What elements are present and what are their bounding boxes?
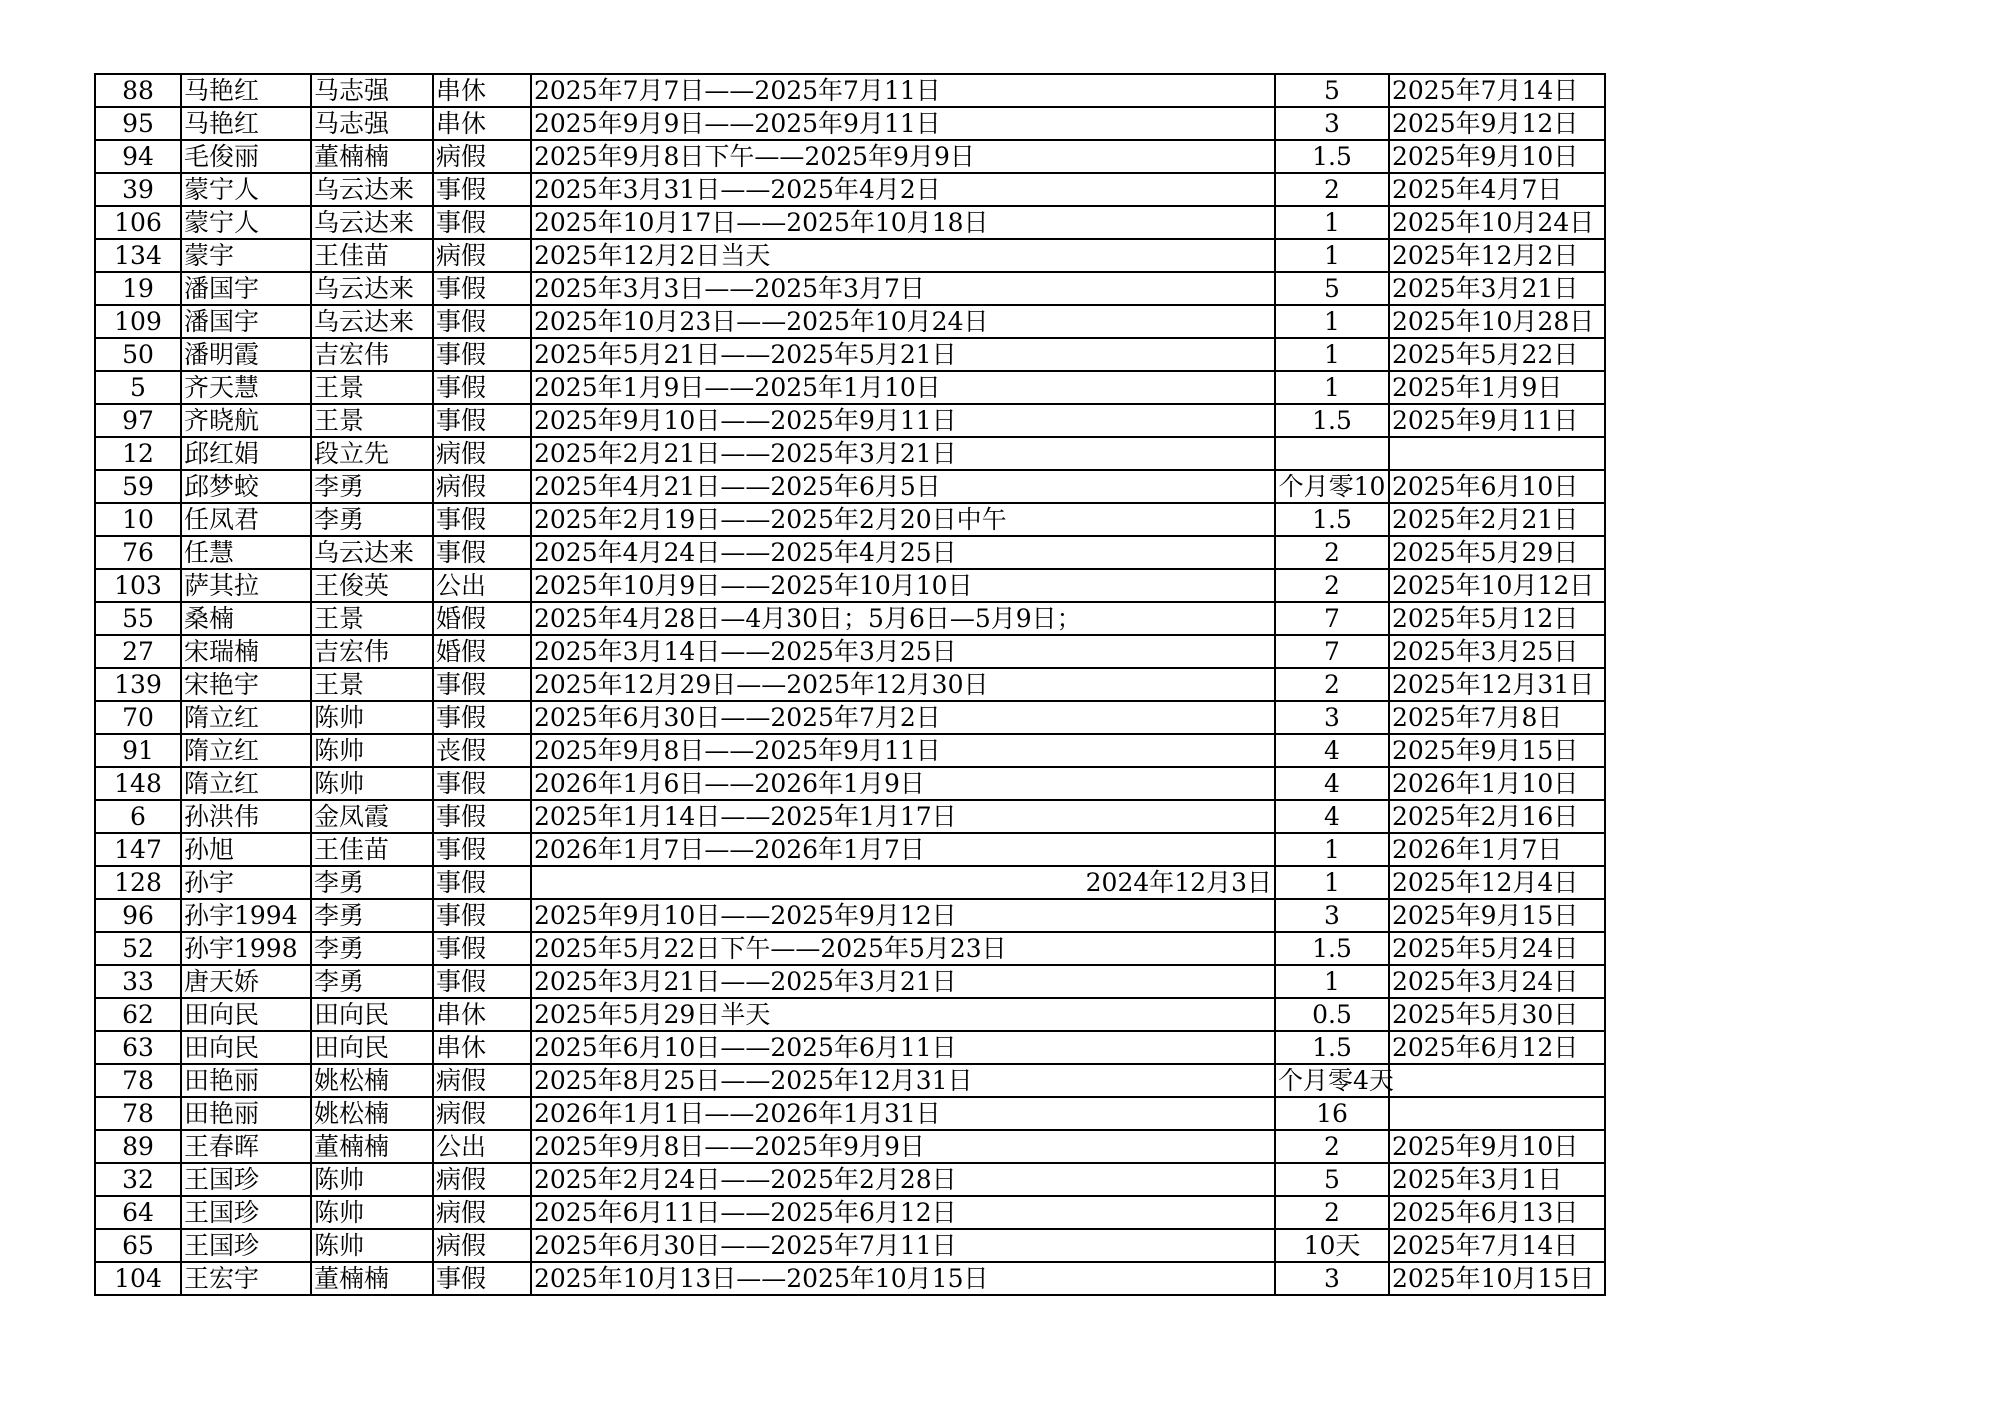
cell-return-date[interactable]: 2025年9月15日 [1389, 899, 1605, 932]
cell-approver[interactable]: 乌云达来 [311, 206, 433, 239]
cell-leave-days[interactable]: 个月零10 [1275, 470, 1389, 503]
cell-approver[interactable]: 金凤霞 [311, 800, 433, 833]
table-row [95, 470, 1605, 503]
cell-employee-name[interactable]: 潘国宇 [181, 305, 311, 338]
cell-return-date[interactable]: 2025年3月21日 [1389, 272, 1605, 305]
cell-leave-type[interactable]: 事假 [433, 404, 531, 437]
cell-leave-type[interactable]: 公出 [433, 1130, 531, 1163]
cell-leave-period[interactable]: 2025年6月10日——2025年6月11日 [531, 1031, 1275, 1064]
cell-leave-days[interactable]: 10天 [1275, 1229, 1389, 1262]
cell-leave-type[interactable]: 事假 [433, 272, 531, 305]
cell-return-date[interactable]: 2025年3月1日 [1389, 1163, 1605, 1196]
cell-leave-type[interactable]: 事假 [433, 173, 531, 206]
cell-return-date[interactable]: 2025年5月12日 [1389, 602, 1605, 635]
table-row [95, 1163, 1605, 1196]
cell-leave-period[interactable]: 2025年6月11日——2025年6月12日 [531, 1196, 1275, 1229]
cell-record-id[interactable]: 103 [95, 569, 181, 602]
cell-leave-period[interactable]: 2025年5月21日——2025年5月21日 [531, 338, 1275, 371]
cell-record-id[interactable]: 19 [95, 272, 181, 305]
cell-return-date[interactable]: 2025年9月15日 [1389, 734, 1605, 767]
cell-return-date[interactable]: 2026年1月10日 [1389, 767, 1605, 800]
cell-leave-days[interactable]: 0.5 [1275, 998, 1389, 1031]
cell-leave-days[interactable]: 1 [1275, 206, 1389, 239]
table-row [95, 239, 1605, 272]
cell-leave-period[interactable]: 2025年9月8日——2025年9月9日 [531, 1130, 1275, 1163]
table-row [95, 734, 1605, 767]
cell-record-id[interactable]: 106 [95, 206, 181, 239]
cell-return-date[interactable]: 2025年12月2日 [1389, 239, 1605, 272]
cell-return-date[interactable]: 2025年5月24日 [1389, 932, 1605, 965]
cell-return-date[interactable]: 2025年12月31日 [1389, 668, 1605, 701]
cell-approver[interactable]: 段立先 [311, 437, 433, 470]
cell-leave-days[interactable]: 1 [1275, 965, 1389, 998]
cell-leave-type[interactable]: 事假 [433, 503, 531, 536]
cell-leave-period[interactable]: 2025年2月19日——2025年2月20日中午 [531, 503, 1275, 536]
cell-employee-name[interactable]: 邱梦蛟 [181, 470, 311, 503]
cell-record-id[interactable]: 50 [95, 338, 181, 371]
cell-employee-name[interactable]: 蒙宁人 [181, 206, 311, 239]
cell-return-date[interactable]: 2025年6月10日 [1389, 470, 1605, 503]
cell-approver[interactable]: 马志强 [311, 74, 433, 107]
cell-leave-days[interactable]: 3 [1275, 1262, 1389, 1295]
cell-employee-name[interactable]: 隋立红 [181, 767, 311, 800]
cell-leave-days[interactable]: 5 [1275, 272, 1389, 305]
cell-record-id[interactable]: 55 [95, 602, 181, 635]
table-row [95, 206, 1605, 239]
cell-approver[interactable]: 李勇 [311, 899, 433, 932]
cell-leave-days[interactable]: 个月零4天 [1275, 1064, 1389, 1097]
cell-employee-name[interactable]: 田艳丽 [181, 1097, 311, 1130]
cell-record-id[interactable]: 76 [95, 536, 181, 569]
cell-employee-name[interactable]: 孙宇1994 [181, 899, 311, 932]
cell-record-id[interactable]: 39 [95, 173, 181, 206]
cell-leave-days[interactable]: 4 [1275, 767, 1389, 800]
cell-employee-name[interactable]: 王国珍 [181, 1196, 311, 1229]
cell-leave-days[interactable]: 2 [1275, 1130, 1389, 1163]
cell-record-id[interactable]: 148 [95, 767, 181, 800]
cell-leave-type[interactable]: 公出 [433, 569, 531, 602]
cell-leave-period[interactable]: 2025年3月14日——2025年3月25日 [531, 635, 1275, 668]
cell-record-id[interactable]: 63 [95, 1031, 181, 1064]
table-row [95, 404, 1605, 437]
cell-employee-name[interactable]: 孙洪伟 [181, 800, 311, 833]
table-row [95, 1031, 1605, 1064]
cell-approver[interactable]: 吉宏伟 [311, 338, 433, 371]
cell-approver[interactable]: 李勇 [311, 503, 433, 536]
cell-approver[interactable]: 王佳苗 [311, 239, 433, 272]
cell-leave-type[interactable]: 事假 [433, 932, 531, 965]
cell-leave-type[interactable]: 事假 [433, 206, 531, 239]
cell-leave-period[interactable]: 2025年7月7日——2025年7月11日 [531, 74, 1275, 107]
cell-approver[interactable]: 田向民 [311, 998, 433, 1031]
cell-approver[interactable]: 陈帅 [311, 701, 433, 734]
cell-employee-name[interactable]: 宋艳宇 [181, 668, 311, 701]
cell-leave-days[interactable]: 1 [1275, 866, 1389, 899]
table-row [95, 305, 1605, 338]
cell-leave-days[interactable]: 3 [1275, 701, 1389, 734]
cell-leave-days[interactable]: 3 [1275, 899, 1389, 932]
cell-leave-type[interactable]: 婚假 [433, 635, 531, 668]
cell-employee-name[interactable]: 隋立红 [181, 701, 311, 734]
cell-return-date[interactable] [1389, 1064, 1605, 1097]
cell-employee-name[interactable]: 王国珍 [181, 1163, 311, 1196]
cell-return-date[interactable]: 2025年5月22日 [1389, 338, 1605, 371]
table-row [95, 1130, 1605, 1163]
cell-leave-days[interactable]: 1.5 [1275, 140, 1389, 173]
cell-record-id[interactable]: 88 [95, 74, 181, 107]
cell-leave-type[interactable]: 病假 [433, 437, 531, 470]
cell-return-date[interactable]: 2025年5月29日 [1389, 536, 1605, 569]
cell-leave-period[interactable]: 2025年8月25日——2025年12月31日 [531, 1064, 1275, 1097]
cell-record-id[interactable]: 134 [95, 239, 181, 272]
cell-employee-name[interactable]: 王国珍 [181, 1229, 311, 1262]
table-row [95, 569, 1605, 602]
cell-leave-days[interactable]: 2 [1275, 536, 1389, 569]
cell-record-id[interactable]: 95 [95, 107, 181, 140]
cell-return-date[interactable]: 2025年10月28日 [1389, 305, 1605, 338]
table-row [95, 1097, 1605, 1130]
cell-record-id[interactable]: 78 [95, 1064, 181, 1097]
cell-employee-name[interactable]: 任凤君 [181, 503, 311, 536]
cell-leave-period[interactable]: 2025年6月30日——2025年7月2日 [531, 701, 1275, 734]
table-row [95, 899, 1605, 932]
cell-leave-days[interactable]: 1.5 [1275, 503, 1389, 536]
cell-employee-name[interactable]: 孙宇1998 [181, 932, 311, 965]
cell-leave-period[interactable]: 2025年1月9日——2025年1月10日 [531, 371, 1275, 404]
cell-leave-period[interactable]: 2025年9月9日——2025年9月11日 [531, 107, 1275, 140]
cell-leave-days[interactable]: 4 [1275, 800, 1389, 833]
cell-return-date[interactable]: 2025年12月4日 [1389, 866, 1605, 899]
cell-return-date[interactable]: 2025年7月14日 [1389, 1229, 1605, 1262]
cell-leave-period[interactable]: 2025年10月23日——2025年10月24日 [531, 305, 1275, 338]
cell-leave-days[interactable]: 1 [1275, 305, 1389, 338]
cell-leave-period[interactable]: 2025年5月22日下午——2025年5月23日 [531, 932, 1275, 965]
cell-return-date[interactable]: 2025年2月21日 [1389, 503, 1605, 536]
table-row [95, 998, 1605, 1031]
table-row [95, 371, 1605, 404]
cell-record-id[interactable]: 33 [95, 965, 181, 998]
cell-leave-period[interactable]: 2024年12月3日 [531, 866, 1275, 899]
cell-return-date[interactable]: 2025年10月15日 [1389, 1262, 1605, 1295]
cell-leave-period[interactable]: 2025年10月13日——2025年10月15日 [531, 1262, 1275, 1295]
cell-leave-days[interactable]: 1 [1275, 371, 1389, 404]
cell-employee-name[interactable]: 蒙宁人 [181, 173, 311, 206]
cell-record-id[interactable]: 139 [95, 668, 181, 701]
cell-approver[interactable]: 王景 [311, 668, 433, 701]
cell-leave-period[interactable]: 2025年9月10日——2025年9月11日 [531, 404, 1275, 437]
leave-records-table [94, 73, 1606, 1296]
cell-leave-days[interactable]: 5 [1275, 74, 1389, 107]
cell-employee-name[interactable]: 田向民 [181, 1031, 311, 1064]
cell-employee-name[interactable]: 邱红娟 [181, 437, 311, 470]
cell-leave-type[interactable]: 病假 [433, 1229, 531, 1262]
table-row [95, 800, 1605, 833]
cell-leave-days[interactable]: 7 [1275, 635, 1389, 668]
cell-leave-period[interactable]: 2025年2月24日——2025年2月28日 [531, 1163, 1275, 1196]
cell-leave-type[interactable]: 事假 [433, 899, 531, 932]
table-row [95, 635, 1605, 668]
cell-leave-days[interactable]: 2 [1275, 569, 1389, 602]
table-row [95, 602, 1605, 635]
cell-return-date[interactable]: 2025年3月25日 [1389, 635, 1605, 668]
table-row [95, 1229, 1605, 1262]
cell-leave-type[interactable]: 串休 [433, 1031, 531, 1064]
cell-approver[interactable]: 王佳苗 [311, 833, 433, 866]
cell-employee-name[interactable]: 桑楠 [181, 602, 311, 635]
cell-record-id[interactable]: 78 [95, 1097, 181, 1130]
cell-approver[interactable]: 乌云达来 [311, 305, 433, 338]
cell-leave-type[interactable]: 事假 [433, 866, 531, 899]
cell-employee-name[interactable]: 蒙宇 [181, 239, 311, 272]
cell-return-date[interactable]: 2025年9月11日 [1389, 404, 1605, 437]
table-row [95, 767, 1605, 800]
table-row [95, 173, 1605, 206]
cell-employee-name[interactable]: 毛俊丽 [181, 140, 311, 173]
cell-approver[interactable]: 李勇 [311, 470, 433, 503]
cell-return-date[interactable]: 2025年9月10日 [1389, 140, 1605, 173]
cell-leave-days[interactable]: 16 [1275, 1097, 1389, 1130]
cell-leave-type[interactable]: 事假 [433, 767, 531, 800]
cell-leave-days[interactable]: 4 [1275, 734, 1389, 767]
table-row [95, 1064, 1605, 1097]
cell-leave-type[interactable]: 串休 [433, 107, 531, 140]
cell-leave-period[interactable]: 2025年4月24日——2025年4月25日 [531, 536, 1275, 569]
cell-record-id[interactable]: 97 [95, 404, 181, 437]
cell-leave-type[interactable]: 丧假 [433, 734, 531, 767]
cell-leave-period[interactable]: 2025年2月21日——2025年3月21日 [531, 437, 1275, 470]
cell-return-date[interactable]: 2025年5月30日 [1389, 998, 1605, 1031]
cell-record-id[interactable]: 70 [95, 701, 181, 734]
cell-leave-type[interactable]: 事假 [433, 305, 531, 338]
cell-leave-days[interactable]: 1.5 [1275, 932, 1389, 965]
table-row [95, 503, 1605, 536]
cell-employee-name[interactable]: 马艳红 [181, 74, 311, 107]
cell-employee-name[interactable]: 隋立红 [181, 734, 311, 767]
cell-return-date[interactable]: 2025年1月9日 [1389, 371, 1605, 404]
cell-leave-type[interactable]: 婚假 [433, 602, 531, 635]
cell-employee-name[interactable]: 王春晖 [181, 1130, 311, 1163]
cell-leave-days[interactable]: 1.5 [1275, 404, 1389, 437]
cell-leave-period[interactable]: 2026年1月7日——2026年1月7日 [531, 833, 1275, 866]
table-row [95, 272, 1605, 305]
cell-return-date[interactable]: 2025年9月12日 [1389, 107, 1605, 140]
cell-approver[interactable]: 王景 [311, 404, 433, 437]
cell-record-id[interactable]: 94 [95, 140, 181, 173]
cell-employee-name[interactable]: 齐天慧 [181, 371, 311, 404]
cell-record-id[interactable]: 128 [95, 866, 181, 899]
cell-leave-type[interactable]: 事假 [433, 668, 531, 701]
cell-leave-type[interactable]: 病假 [433, 1196, 531, 1229]
cell-leave-period[interactable]: 2025年3月31日——2025年4月2日 [531, 173, 1275, 206]
cell-employee-name[interactable]: 孙旭 [181, 833, 311, 866]
cell-leave-type[interactable]: 事假 [433, 965, 531, 998]
cell-return-date[interactable]: 2025年7月14日 [1389, 74, 1605, 107]
cell-leave-period[interactable]: 2025年3月3日——2025年3月7日 [531, 272, 1275, 305]
cell-return-date[interactable]: 2025年4月7日 [1389, 173, 1605, 206]
cell-approver[interactable]: 陈帅 [311, 1163, 433, 1196]
cell-employee-name[interactable]: 潘国宇 [181, 272, 311, 305]
cell-return-date[interactable]: 2025年6月13日 [1389, 1196, 1605, 1229]
cell-leave-type[interactable]: 事假 [433, 833, 531, 866]
cell-approver[interactable]: 李勇 [311, 866, 433, 899]
cell-leave-days[interactable]: 1.5 [1275, 1031, 1389, 1064]
cell-leave-days[interactable]: 2 [1275, 173, 1389, 206]
cell-leave-period[interactable]: 2025年4月28日—4月30日；5月6日—5月9日； [531, 602, 1275, 635]
cell-leave-type[interactable]: 串休 [433, 998, 531, 1031]
cell-leave-type[interactable]: 事假 [433, 1262, 531, 1295]
cell-return-date[interactable]: 2026年1月7日 [1389, 833, 1605, 866]
table-row [95, 107, 1605, 140]
cell-return-date[interactable]: 2025年10月24日 [1389, 206, 1605, 239]
cell-record-id[interactable]: 147 [95, 833, 181, 866]
cell-approver[interactable]: 董楠楠 [311, 1262, 433, 1295]
cell-leave-type[interactable]: 串休 [433, 74, 531, 107]
cell-record-id[interactable]: 10 [95, 503, 181, 536]
table-row [95, 668, 1605, 701]
cell-leave-period[interactable]: 2025年12月2日当天 [531, 239, 1275, 272]
cell-employee-name[interactable]: 唐天娇 [181, 965, 311, 998]
cell-record-id[interactable]: 12 [95, 437, 181, 470]
cell-record-id[interactable]: 109 [95, 305, 181, 338]
cell-return-date[interactable] [1389, 437, 1605, 470]
cell-leave-type[interactable]: 事假 [433, 800, 531, 833]
cell-leave-period[interactable]: 2025年10月17日——2025年10月18日 [531, 206, 1275, 239]
cell-return-date[interactable]: 2025年6月12日 [1389, 1031, 1605, 1064]
cell-employee-name[interactable]: 王宏宇 [181, 1262, 311, 1295]
table-body [95, 74, 1605, 1295]
table-row [95, 833, 1605, 866]
cell-return-date[interactable]: 2025年3月24日 [1389, 965, 1605, 998]
cell-leave-period[interactable]: 2025年10月9日——2025年10月10日 [531, 569, 1275, 602]
table-row [95, 932, 1605, 965]
cell-approver[interactable]: 王景 [311, 371, 433, 404]
cell-leave-type[interactable]: 事假 [433, 701, 531, 734]
table-row [95, 536, 1605, 569]
cell-approver[interactable]: 陈帅 [311, 1196, 433, 1229]
cell-record-id[interactable]: 62 [95, 998, 181, 1031]
cell-approver[interactable]: 陈帅 [311, 734, 433, 767]
cell-approver[interactable]: 董楠楠 [311, 140, 433, 173]
cell-approver[interactable]: 田向民 [311, 1031, 433, 1064]
cell-leave-type[interactable]: 病假 [433, 1097, 531, 1130]
cell-employee-name[interactable]: 孙宇 [181, 866, 311, 899]
cell-leave-type[interactable]: 事假 [433, 338, 531, 371]
cell-approver[interactable]: 乌云达来 [311, 173, 433, 206]
cell-approver[interactable]: 陈帅 [311, 767, 433, 800]
cell-leave-period[interactable]: 2025年3月21日——2025年3月21日 [531, 965, 1275, 998]
cell-leave-days[interactable]: 2 [1275, 1196, 1389, 1229]
cell-return-date[interactable]: 2025年10月12日 [1389, 569, 1605, 602]
cell-employee-name[interactable]: 马艳红 [181, 107, 311, 140]
cell-leave-days[interactable]: 1 [1275, 338, 1389, 371]
cell-record-id[interactable]: 52 [95, 932, 181, 965]
cell-approver[interactable]: 董楠楠 [311, 1130, 433, 1163]
cell-leave-type[interactable]: 事假 [433, 371, 531, 404]
cell-employee-name[interactable]: 萨其拉 [181, 569, 311, 602]
cell-leave-days[interactable]: 2 [1275, 668, 1389, 701]
cell-leave-period[interactable]: 2025年4月21日——2025年6月5日 [531, 470, 1275, 503]
cell-leave-period[interactable]: 2025年1月14日——2025年1月17日 [531, 800, 1275, 833]
cell-employee-name[interactable]: 潘明霞 [181, 338, 311, 371]
cell-approver[interactable]: 姚松楠 [311, 1097, 433, 1130]
table-row [95, 140, 1605, 173]
cell-approver[interactable]: 马志强 [311, 107, 433, 140]
cell-return-date[interactable] [1389, 1097, 1605, 1130]
cell-leave-days[interactable]: 7 [1275, 602, 1389, 635]
cell-approver[interactable]: 乌云达来 [311, 536, 433, 569]
cell-approver[interactable]: 乌云达来 [311, 272, 433, 305]
cell-record-id[interactable]: 59 [95, 470, 181, 503]
cell-approver[interactable]: 王俊英 [311, 569, 433, 602]
cell-leave-type[interactable]: 病假 [433, 140, 531, 173]
cell-return-date[interactable]: 2025年7月8日 [1389, 701, 1605, 734]
cell-leave-days[interactable]: 5 [1275, 1163, 1389, 1196]
cell-employee-name[interactable]: 齐晓航 [181, 404, 311, 437]
cell-record-id[interactable]: 5 [95, 371, 181, 404]
cell-employee-name[interactable]: 田向民 [181, 998, 311, 1031]
cell-approver[interactable]: 吉宏伟 [311, 635, 433, 668]
cell-record-id[interactable]: 65 [95, 1229, 181, 1262]
cell-leave-period[interactable]: 2026年1月6日——2026年1月9日 [531, 767, 1275, 800]
cell-employee-name[interactable]: 田艳丽 [181, 1064, 311, 1097]
table-row [95, 338, 1605, 371]
cell-approver[interactable]: 姚松楠 [311, 1064, 433, 1097]
table-row [95, 74, 1605, 107]
cell-leave-days[interactable]: 3 [1275, 107, 1389, 140]
cell-approver[interactable]: 李勇 [311, 965, 433, 998]
cell-leave-type[interactable]: 病假 [433, 239, 531, 272]
cell-record-id[interactable]: 64 [95, 1196, 181, 1229]
cell-return-date[interactable]: 2025年9月10日 [1389, 1130, 1605, 1163]
cell-record-id[interactable]: 104 [95, 1262, 181, 1295]
cell-record-id[interactable]: 91 [95, 734, 181, 767]
table-row [95, 437, 1605, 470]
cell-leave-type[interactable]: 病假 [433, 1064, 531, 1097]
cell-leave-days[interactable]: 1 [1275, 239, 1389, 272]
cell-leave-period[interactable]: 2025年9月10日——2025年9月12日 [531, 899, 1275, 932]
cell-leave-type[interactable]: 事假 [433, 536, 531, 569]
table-row [95, 1262, 1605, 1295]
cell-leave-days[interactable] [1275, 437, 1389, 470]
table-row [95, 866, 1605, 899]
cell-return-date[interactable]: 2025年2月16日 [1389, 800, 1605, 833]
table-row [95, 965, 1605, 998]
cell-leave-period[interactable]: 2025年5月29日半天 [531, 998, 1275, 1031]
cell-leave-period[interactable]: 2026年1月1日——2026年1月31日 [531, 1097, 1275, 1130]
cell-leave-period[interactable]: 2025年6月30日——2025年7月11日 [531, 1229, 1275, 1262]
cell-leave-period[interactable]: 2025年9月8日——2025年9月11日 [531, 734, 1275, 767]
cell-leave-days[interactable]: 1 [1275, 833, 1389, 866]
table-row [95, 1196, 1605, 1229]
cell-employee-name[interactable]: 宋瑞楠 [181, 635, 311, 668]
table-row [95, 701, 1605, 734]
cell-leave-type[interactable]: 病假 [433, 470, 531, 503]
cell-approver[interactable]: 李勇 [311, 932, 433, 965]
cell-leave-period[interactable]: 2025年9月8日下午——2025年9月9日 [531, 140, 1275, 173]
cell-record-id[interactable]: 6 [95, 800, 181, 833]
cell-leave-type[interactable]: 病假 [433, 1163, 531, 1196]
cell-approver[interactable]: 王景 [311, 602, 433, 635]
cell-approver[interactable]: 陈帅 [311, 1229, 433, 1262]
cell-leave-period[interactable]: 2025年12月29日——2025年12月30日 [531, 668, 1275, 701]
cell-record-id[interactable]: 89 [95, 1130, 181, 1163]
cell-employee-name[interactable]: 任慧 [181, 536, 311, 569]
cell-record-id[interactable]: 32 [95, 1163, 181, 1196]
cell-record-id[interactable]: 96 [95, 899, 181, 932]
cell-record-id[interactable]: 27 [95, 635, 181, 668]
